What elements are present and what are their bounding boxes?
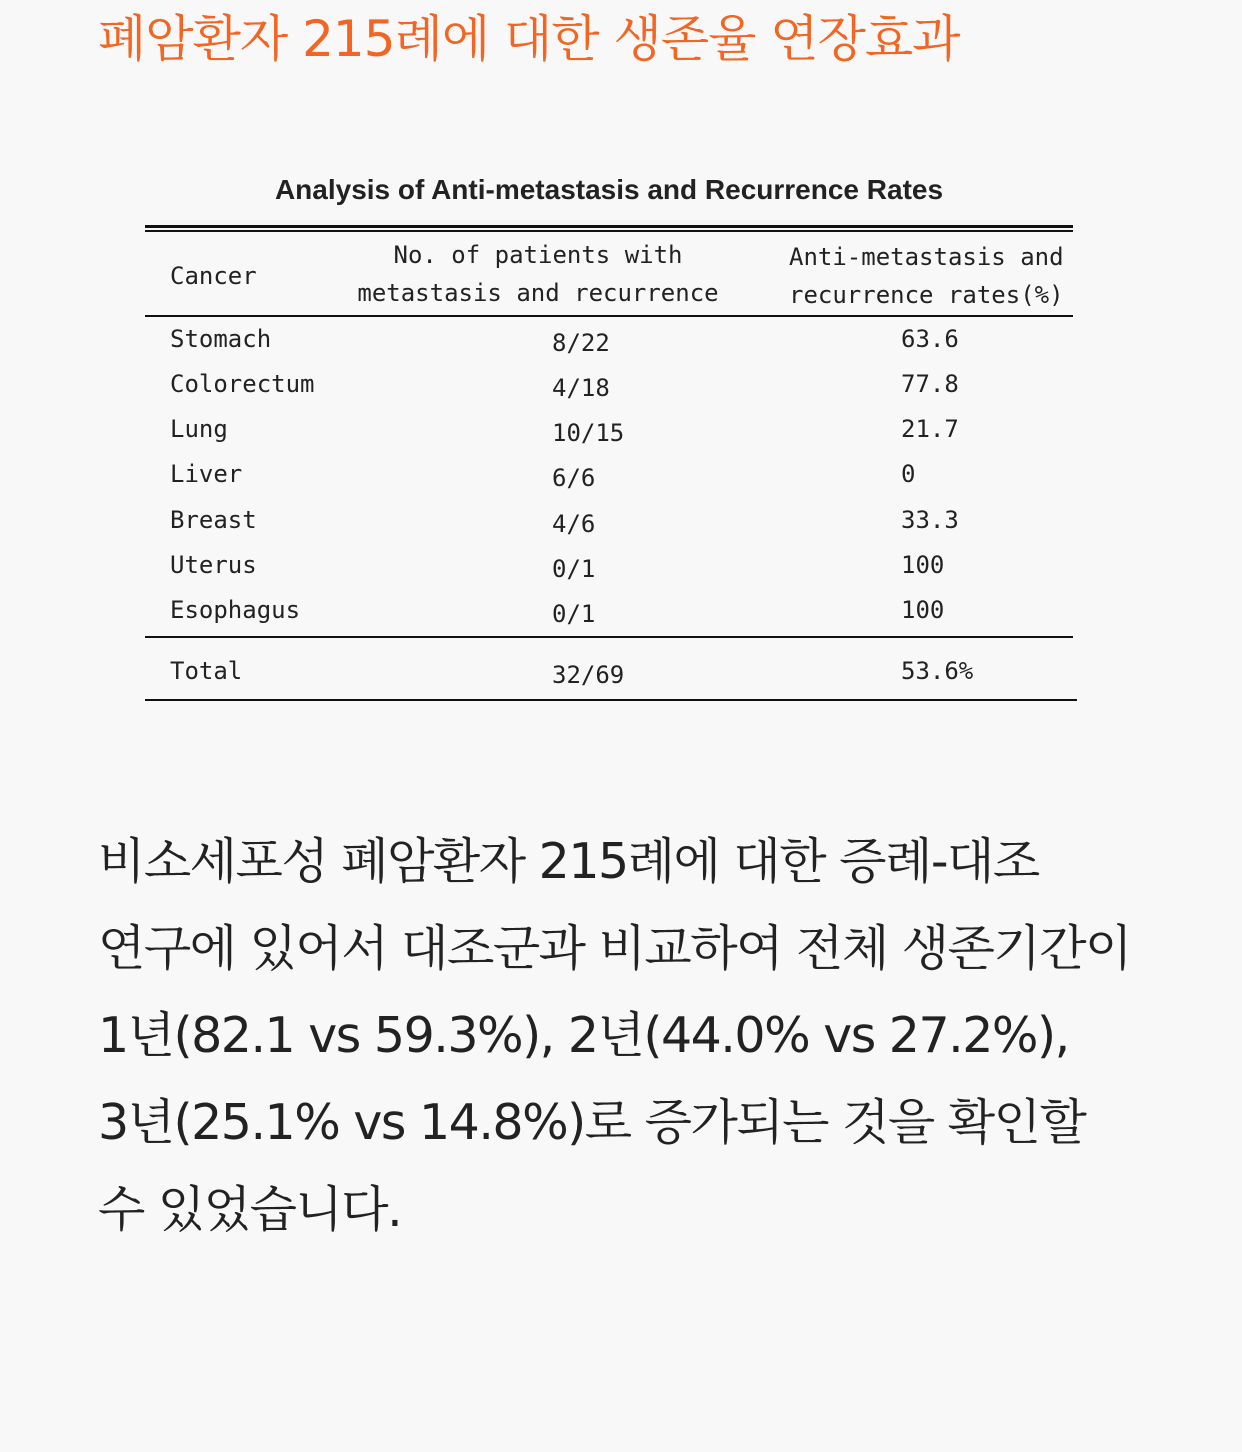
paragraph-line: 1년(82.1 vs 59.3%), 2년(44.0% vs 27.2%), — [98, 1007, 1069, 1064]
total-rate: 53.6% — [901, 657, 974, 685]
total-patients: 32/69 — [552, 661, 625, 689]
row-cancer: Uterus — [170, 551, 257, 579]
table-title: Analysis of Anti-metastasis and Recurrence Rates — [274, 174, 944, 205]
row-rate: 100 — [901, 551, 945, 579]
row-rate: 77.8 — [901, 370, 959, 398]
paragraph-line: 비소세포성 폐암환자 215례에 대한 증례-대조 — [98, 833, 1039, 890]
row-cancer: Esophagus — [170, 596, 301, 624]
header-patients-line1: No. of patients with — [393, 241, 683, 269]
header-cancer: Cancer — [170, 262, 257, 290]
table-bottom-rule — [145, 699, 1077, 701]
row-rate: 0 — [901, 460, 916, 488]
description-paragraph — [98, 818, 1178, 1253]
paragraph-line: 연구에 있어서 대조군과 비교하여 전체 생존기간이 — [98, 920, 1131, 977]
header-rates-line2: recurrence rates(%) — [789, 281, 1064, 309]
row-patients: 10/15 — [552, 419, 625, 447]
table-header-rule — [145, 315, 1073, 317]
row-patients: 8/22 — [552, 329, 610, 357]
row-patients: 0/1 — [552, 555, 596, 583]
paragraph-line: 3년(25.1% vs 14.8%)로 증가되는 것을 확인할 — [98, 1094, 1086, 1151]
row-rate: 100 — [901, 596, 945, 624]
page-heading: 폐암환자 215례에 대한 생존율 연장효과 — [98, 10, 960, 68]
row-patients: 4/6 — [552, 510, 596, 538]
paragraph-line: 수 있었습니다. — [98, 1181, 402, 1238]
table-top-rule-inner — [145, 230, 1073, 232]
row-patients: 4/18 — [552, 374, 610, 402]
total-label: Total — [170, 657, 243, 685]
row-cancer: Liver — [170, 460, 243, 488]
row-rate: 33.3 — [901, 506, 959, 534]
header-patients-line2: metastasis and recurrence — [357, 279, 719, 307]
row-rate: 21.7 — [901, 415, 959, 443]
row-patients: 0/1 — [552, 600, 596, 628]
row-cancer: Stomach — [170, 325, 272, 353]
header-rates — [789, 238, 1064, 314]
table-total-rule — [145, 636, 1073, 638]
row-cancer: Lung — [170, 415, 228, 443]
header-rates-line1: Anti-metastasis and — [789, 243, 1064, 271]
row-cancer: Colorectum — [170, 370, 315, 398]
row-cancer: Breast — [170, 506, 257, 534]
row-patients: 6/6 — [552, 464, 596, 492]
table-top-rule — [145, 225, 1073, 228]
header-patients — [355, 236, 721, 312]
row-rate: 63.6 — [901, 325, 959, 353]
